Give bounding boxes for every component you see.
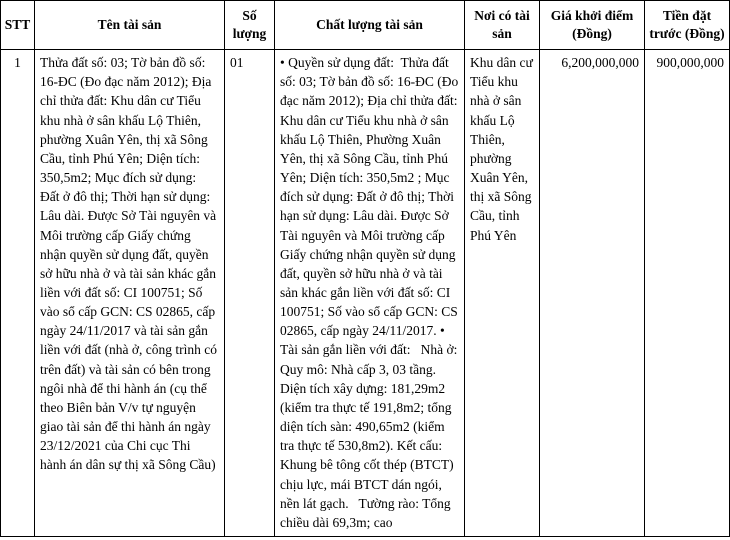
column-header-location xyxy=(465,1,540,50)
column-header-quantity-label: Số lượng xyxy=(232,8,267,41)
column-header-stt-label: STT xyxy=(4,16,31,32)
column-header-quality-label: Chất lượng tài sản xyxy=(316,16,423,32)
cell-deposit xyxy=(645,50,730,537)
column-header-starting-price xyxy=(540,1,645,50)
cell-asset-name xyxy=(35,50,225,537)
cell-quantity xyxy=(225,50,275,537)
cell-quality-text: • Quyền sử dụng đất: Thửa đất số: 03; Tờ bản đồ số: 16-ĐC (Đo đạc năm 2012); Địa chỉ thửa đất: Khu dân cư Tiểu khu nhà ở sân khấu Lộ Thiên, Phường Xuân Yên, thị xã Sông Cầu, tỉnh Phú Yên; Diện tích: 350,5m2 ; Mục đích sử dụng: Đất ở đô thị; Thời hạn sử dụng: Lâu dài. Được Sở Tài nguyên và Môi trường cấp Giấy chứng nhận quyền sử dụng đất, quyền sở hữu nhà ở và tài sản khác gắn liền với đất số: CI 100751; Số vào sổ cấp GCN: CS 02865, cấp ngày 24/11/2017. • Tài sản gắn liền với đất: Nhà ở: Quy mô: Nhà cấp 3, 03 tầng. Diện tích xây dựng: 181,29m2 (kiểm tra thực tế 191,8m2; tổng diện tích sàn: 490,65m2 (kiểm tra thực tế 530,8m2). Kết cấu: Khung bê tông cốt thép (BTCT) chịu lực, mái BTCT dán ngói, nền lát gạch. Tường rào: Tổng chiều dài 69,3m; cao xyxy=(280,55,462,530)
table-row xyxy=(1,50,730,537)
column-header-location-label: Nơi có tài sản xyxy=(474,8,530,41)
column-header-deposit xyxy=(645,1,730,50)
column-header-quality xyxy=(275,1,465,50)
column-header-deposit-label: Tiền đặt trước (Đồng) xyxy=(649,8,725,41)
cell-location xyxy=(465,50,540,537)
cell-location-text: Khu dân cư Tiểu khu nhà ở sân khấu Lộ Thiên, phường Xuân Yên, thị xã Sông Cầu, tỉnh Phú Yên xyxy=(470,55,536,243)
cell-starting-price xyxy=(540,50,645,537)
cell-deposit-text: 900,000,000 xyxy=(656,55,724,71)
table-body xyxy=(1,50,730,537)
table-header xyxy=(1,1,730,50)
column-header-stt xyxy=(1,1,35,50)
cell-quantity-text: 01 xyxy=(230,55,244,71)
cell-stt xyxy=(1,50,35,537)
cell-quality xyxy=(275,50,465,537)
column-header-name xyxy=(35,1,225,50)
column-header-starting-price-label: Giá khởi điểm (Đồng) xyxy=(550,8,634,41)
cell-starting-price-text: 6,200,000,000 xyxy=(561,55,639,71)
cell-stt-text: 1 xyxy=(14,55,21,71)
table-header-row xyxy=(1,1,730,50)
cell-asset-name-text: Thửa đất số: 03; Tờ bản đồ số: 16-ĐC (Đo đạc năm 2012); Địa chỉ thửa đất: Khu dân cư Tiểu khu nhà ở sân khấu Lộ Thiên, phường Xuân Yên, thị xã Sông Cầu, tỉnh Phú Yên; Diện tích: 350,5m2; Mục đích sử dụng: Đất ở đô thị; Thời hạn sử dụng: Lâu dài. Được Sở Tài nguyên và Môi trường cấp Giấy chứng nhận quyền sử dụng đất, quyền sở hữu nhà ở và tài sản khác gắn liền với đất số: CI 100751; Số vào sổ cấp GCN: CS 02865, cấp ngày 24/11/2017 và tài sản gắn liền với đất (nhà ở, công trình có trên đất) và tài sản có bên trong ngôi nhà để thi hành án (cụ thể theo Biên bản V/v tự nguyện giao tài sản để thi hành án ngày 23/12/2021 của Chi cục Thi hành án dân sự thị xã Sông Cầu) xyxy=(40,55,221,473)
column-header-quantity xyxy=(225,1,275,50)
column-header-name-label: Tên tài sản xyxy=(97,16,162,32)
